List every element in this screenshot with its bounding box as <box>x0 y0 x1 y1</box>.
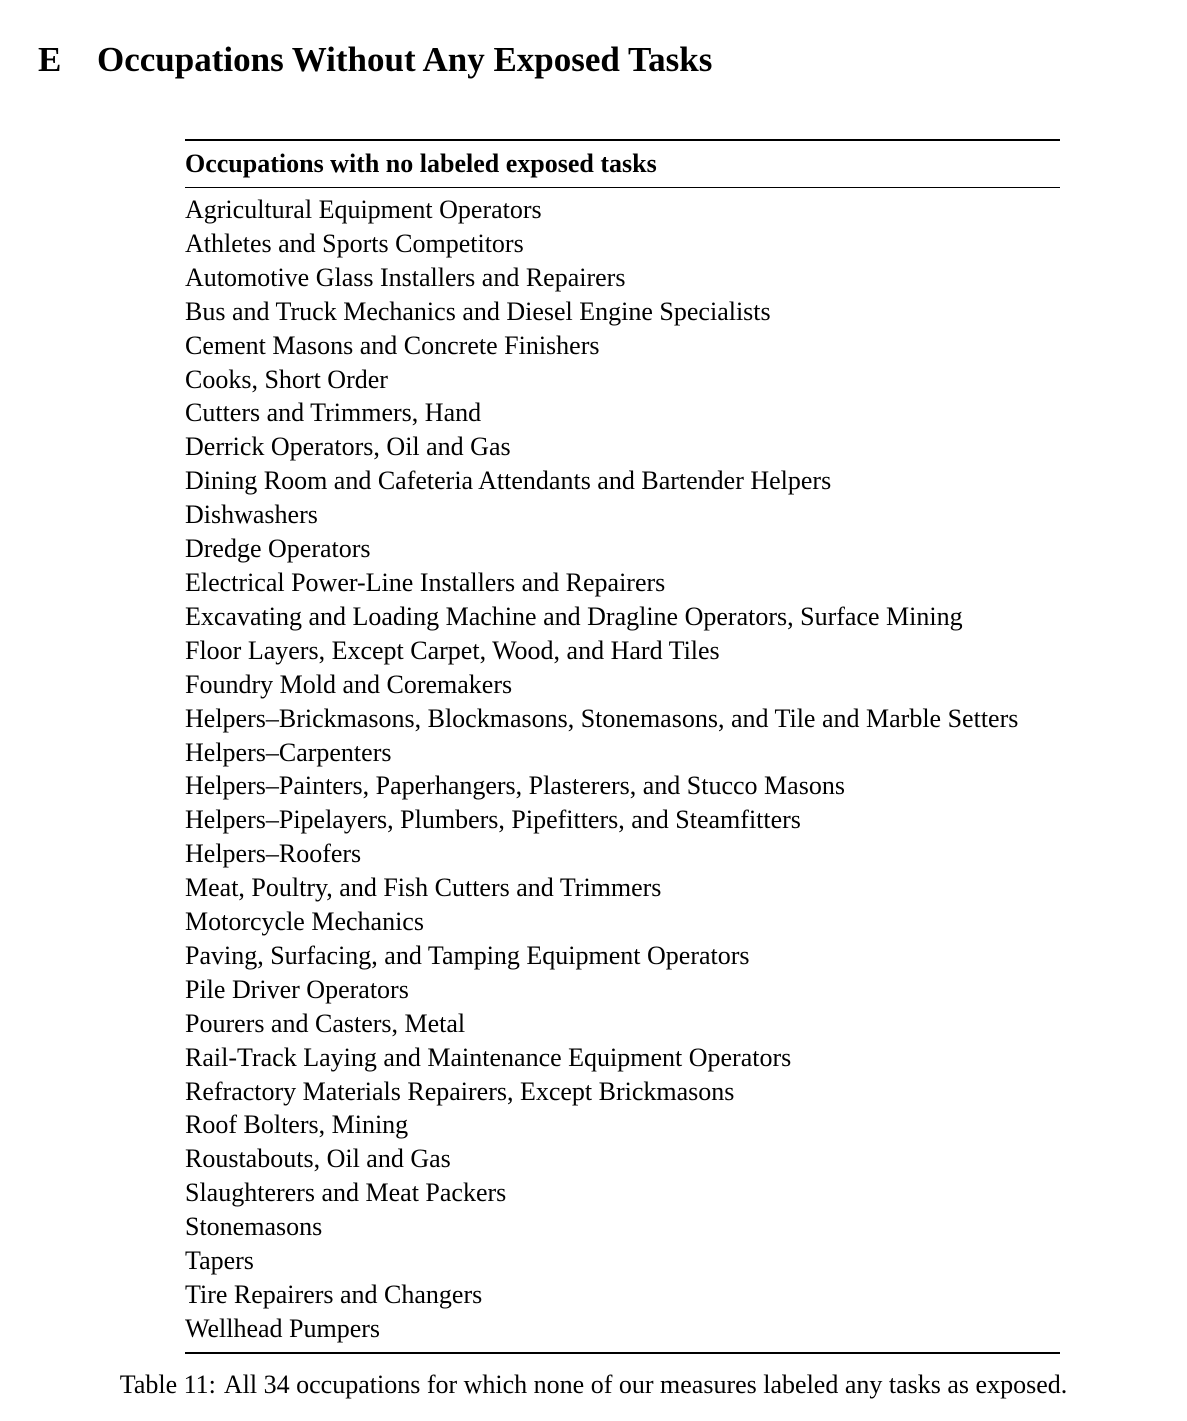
table-row: Foundry Mold and Coremakers <box>185 669 513 699</box>
table-row: Pourers and Casters, Metal <box>185 1008 466 1038</box>
table-row: Tire Repairers and Changers <box>185 1280 483 1309</box>
table-row: Helpers–Brickmasons, Blockmasons, Stonemasons, and Tile and Marble Setters <box>185 703 1019 733</box>
occupations-table <box>185 139 1060 1354</box>
table-row: Paving, Surfacing, and Tamping Equipment Operators <box>185 940 750 970</box>
caption-text: All 34 occupations for which none of our measures labeled any tasks as exposed. <box>223 1370 1068 1399</box>
table-row: Automotive Glass Installers and Repairers <box>185 262 626 292</box>
table-row: Bus and Truck Mechanics and Diesel Engine Specialists <box>185 296 771 326</box>
table-row: Roustabouts, Oil and Gas <box>185 1144 451 1174</box>
table-column-header: Occupations with no labeled exposed tasks <box>185 149 657 178</box>
table-row: Cutters and Trimmers, Hand <box>185 398 482 428</box>
section-heading <box>38 36 712 84</box>
table-row: Helpers–Carpenters <box>185 737 392 767</box>
table-row: Refractory Materials Repairers, Except Brickmasons <box>185 1076 735 1106</box>
table-row: Rail-Track Laying and Maintenance Equipment Operators <box>185 1042 792 1072</box>
table-row: Meat, Poultry, and Fish Cutters and Trimmers <box>185 873 662 903</box>
section-number: E <box>38 40 62 79</box>
table-row: Floor Layers, Except Carpet, Wood, and Hard Tiles <box>185 635 720 665</box>
table-row: Excavating and Loading Machine and Dragline Operators, Surface Mining <box>185 601 963 631</box>
caption-label: Table 11: <box>119 1370 216 1399</box>
table-row: Tapers <box>185 1246 254 1276</box>
table-row: Athletes and Sports Competitors <box>185 228 524 258</box>
table-row: Wellhead Pumpers <box>185 1313 381 1343</box>
table-row: Dining Room and Cafeteria Attendants and Bartender Helpers <box>185 466 832 496</box>
table-row: Electrical Power-Line Installers and Repairers <box>185 567 666 597</box>
table-row: Cooks, Short Order <box>185 364 388 394</box>
table-row: Slaughterers and Meat Packers <box>185 1178 507 1208</box>
table-row: Pile Driver Operators <box>185 974 409 1004</box>
table-row: Dredge Operators <box>185 534 371 564</box>
table-row: Dishwashers <box>185 500 318 530</box>
table-caption <box>0 1366 1187 1404</box>
table-body <box>185 188 1060 1352</box>
table-row: Helpers–Roofers <box>185 839 362 869</box>
table-bottom-rule <box>185 1352 1060 1354</box>
table-row: Agricultural Equipment Operators <box>185 195 542 224</box>
table-row: Cement Masons and Concrete Finishers <box>185 330 600 360</box>
table-row: Stonemasons <box>185 1212 323 1242</box>
table-row: Derrick Operators, Oil and Gas <box>185 432 511 462</box>
section-title: Occupations Without Any Exposed Tasks <box>97 40 713 79</box>
table-row: Helpers–Pipelayers, Plumbers, Pipefitters, and Steamfitters <box>185 805 801 835</box>
table-row: Roof Bolters, Mining <box>185 1110 409 1140</box>
table-row: Helpers–Painters, Paperhangers, Plasterers, and Stucco Masons <box>185 771 845 801</box>
table-row: Motorcycle Mechanics <box>185 907 424 937</box>
